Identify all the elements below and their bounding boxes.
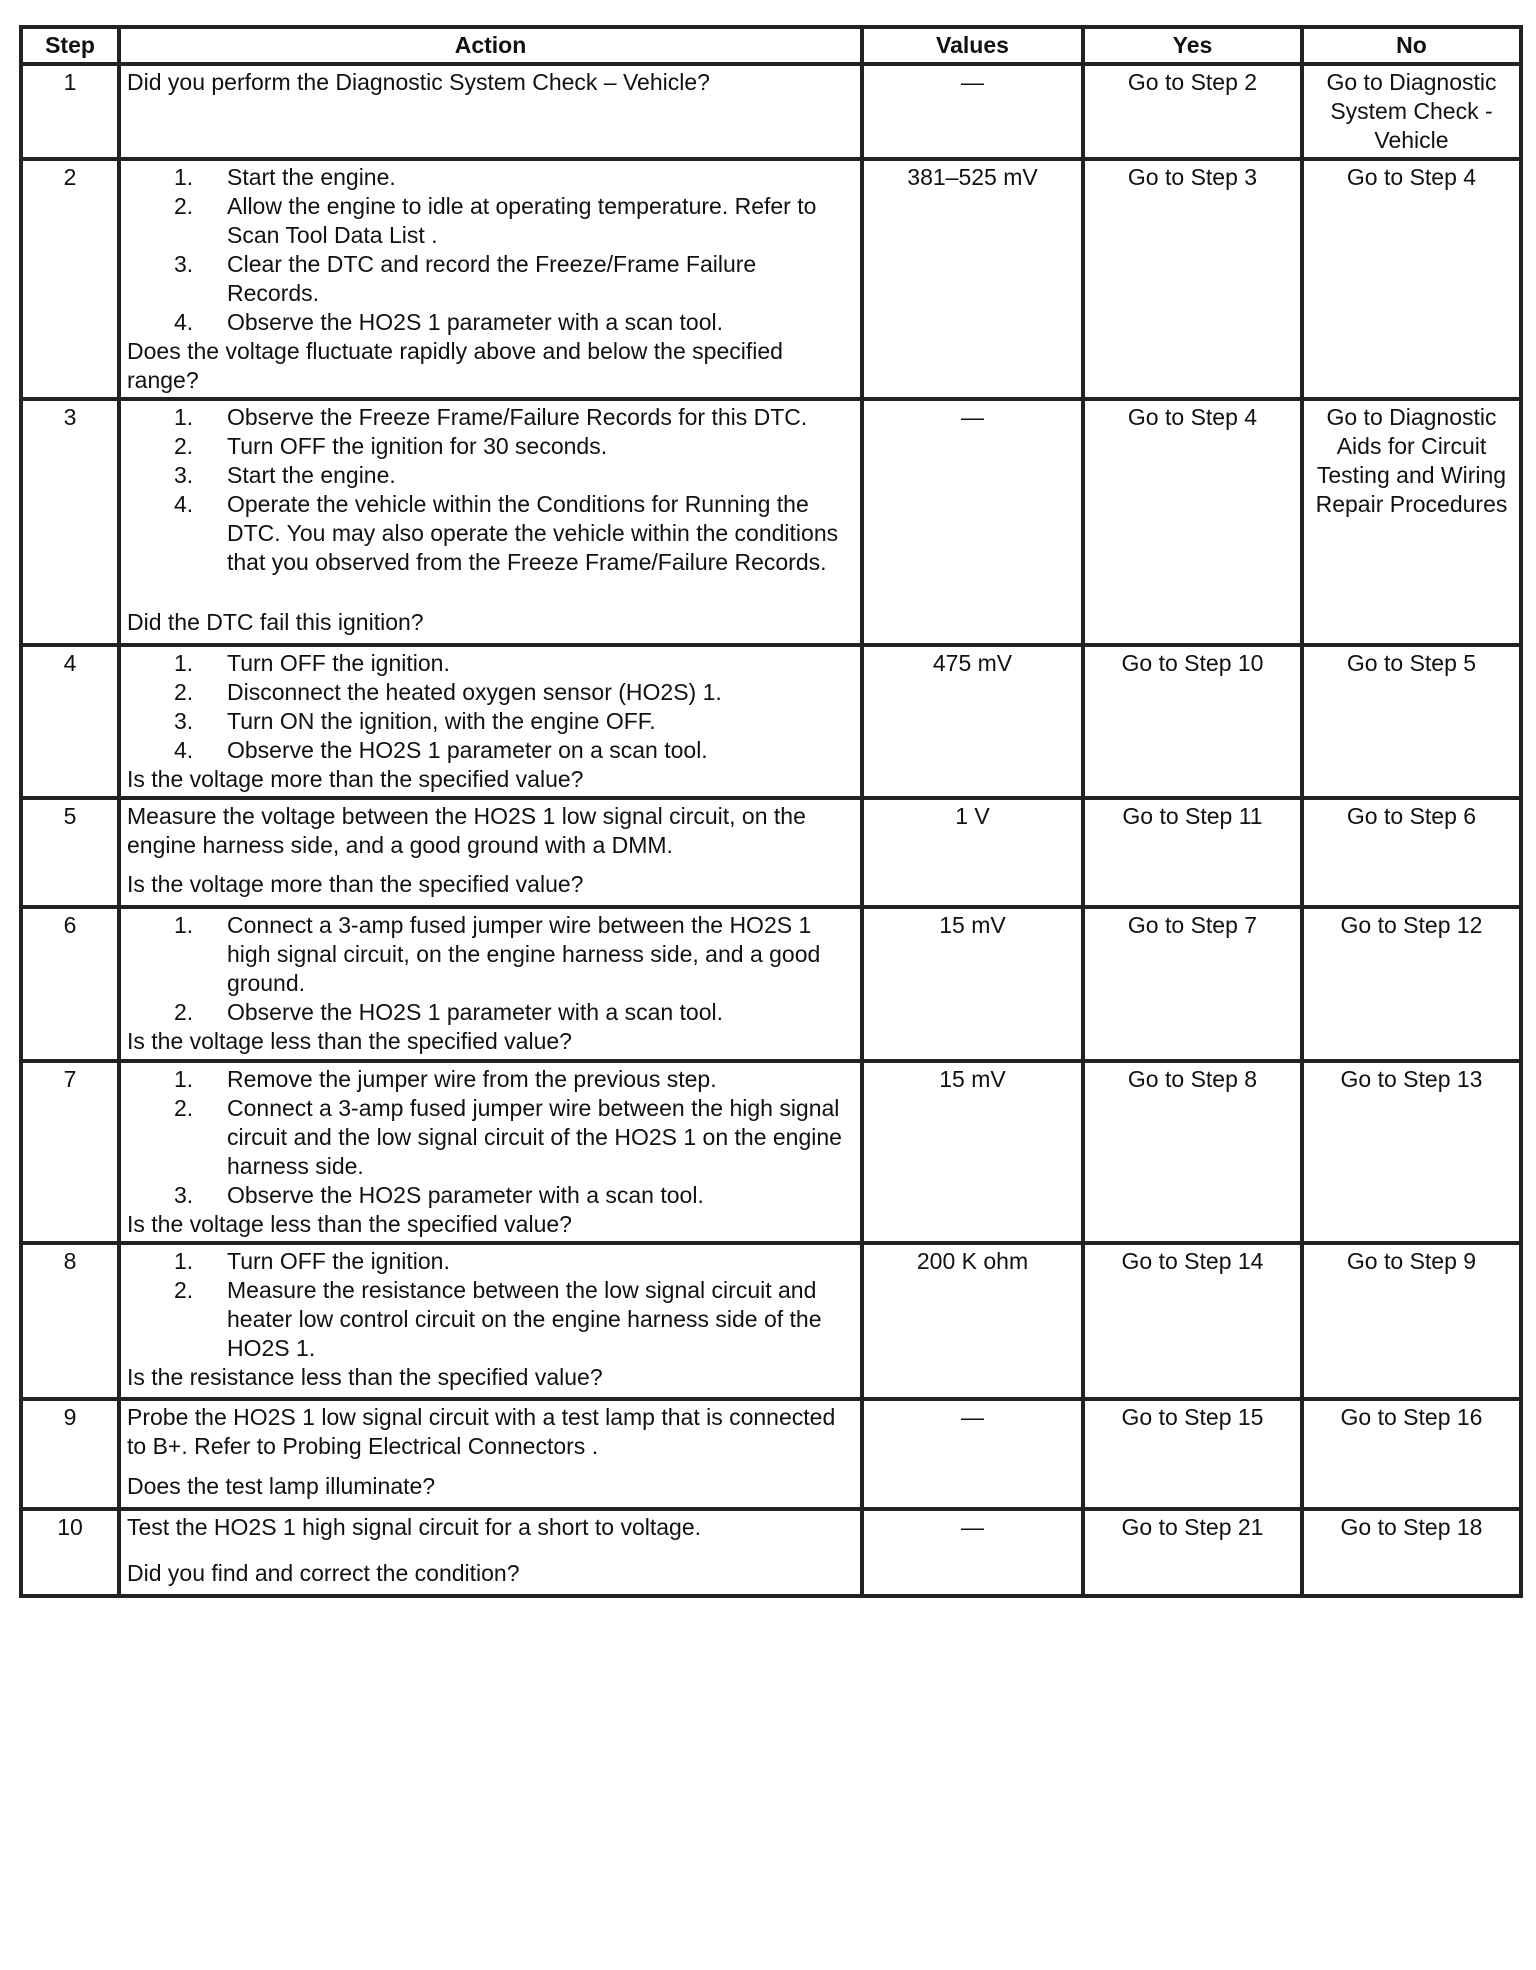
action-cell [119, 399, 862, 645]
action-cell [119, 1243, 862, 1399]
step-number: 2 [21, 159, 119, 399]
yes-cell: Go to Step 10 [1083, 645, 1302, 798]
action-step: Turn OFF the ignition. [227, 1248, 450, 1274]
action-instructions [127, 1247, 854, 1363]
header-row [21, 27, 1521, 64]
action-step: Observe the HO2S 1 parameter on a scan tool. [227, 737, 708, 763]
action-step: Disconnect the heated oxygen sensor (HO2S) 1. [227, 679, 722, 705]
action-steps-list [127, 911, 854, 1027]
action-steps-list [127, 1065, 854, 1210]
step-number: 9 [21, 1399, 119, 1509]
value-cell: 15 mV [862, 1061, 1083, 1243]
no-cell: Go to Step 18 [1302, 1509, 1521, 1596]
header-no: No [1302, 27, 1521, 64]
value-cell: — [862, 64, 1083, 159]
header-step: Step [21, 27, 119, 64]
table-row [21, 1061, 1521, 1243]
action-steps-list [127, 163, 854, 337]
action-cell [119, 159, 862, 399]
value-cell: 1 V [862, 798, 1083, 907]
action-steps-list [127, 1247, 854, 1363]
action-cell [119, 645, 862, 798]
table-row [21, 1509, 1521, 1596]
value-cell: — [862, 1509, 1083, 1596]
yes-cell: Go to Step 21 [1083, 1509, 1302, 1596]
no-cell: Go to Diagnostic System Check - Vehicle [1302, 64, 1521, 159]
step-number: 10 [21, 1509, 119, 1596]
table-row [21, 645, 1521, 798]
action-step: Remove the jumper wire from the previous step. [227, 1066, 717, 1092]
table-row [21, 159, 1521, 399]
diagnostic-table [19, 25, 1523, 1598]
step-number: 6 [21, 907, 119, 1061]
step-number: 1 [21, 64, 119, 159]
no-cell: Go to Step 6 [1302, 798, 1521, 907]
action-content [127, 1403, 854, 1501]
action-cell [119, 1061, 862, 1243]
yes-cell: Go to Step 3 [1083, 159, 1302, 399]
action-question: Does the voltage fluctuate rapidly above and below the specified range? [127, 338, 783, 393]
action-step: Observe the HO2S 1 parameter with a scan tool. [227, 309, 724, 335]
action-instructions [127, 1513, 854, 1542]
action-cell [119, 798, 862, 907]
action-content [127, 911, 854, 1056]
action-steps-list [127, 403, 854, 577]
action-content [127, 1513, 854, 1588]
value-cell: 381–525 mV [862, 159, 1083, 399]
action-question: Is the resistance less than the specified value? [127, 1364, 603, 1390]
step-number: 5 [21, 798, 119, 907]
action-cell [119, 907, 862, 1061]
yes-cell: Go to Step 7 [1083, 907, 1302, 1061]
value-cell: 475 mV [862, 645, 1083, 798]
action-intro: Did you perform the Diagnostic System Check – Vehicle? [127, 69, 710, 95]
header-yes: Yes [1083, 27, 1302, 64]
action-step: Start the engine. [227, 164, 396, 190]
action-cell [119, 1509, 862, 1596]
table-row [21, 1243, 1521, 1399]
action-question: Is the voltage less than the specified value? [127, 1028, 572, 1054]
action-intro: Measure the voltage between the HO2S 1 low signal circuit, on the engine harness side, and a good ground with a DMM. [127, 803, 806, 858]
yes-cell: Go to Step 4 [1083, 399, 1302, 645]
action-step: Turn OFF the ignition. [227, 650, 450, 676]
action-instructions [127, 649, 854, 765]
action-instructions [127, 911, 854, 1027]
action-step: Operate the vehicle within the Conditions for Running the DTC. You may also operate the vehicle within the conditions that you observed from the Freeze Frame/Failure Records. [227, 491, 839, 575]
action-instructions [127, 1403, 854, 1461]
action-instructions [127, 403, 854, 577]
action-instructions [127, 1065, 854, 1210]
header-action: Action [119, 27, 862, 64]
action-question: Is the voltage more than the specified value? [127, 871, 584, 897]
action-content [127, 649, 854, 794]
no-cell: Go to Step 12 [1302, 907, 1521, 1061]
action-steps-list [127, 649, 854, 765]
value-cell: — [862, 399, 1083, 645]
table-row [21, 907, 1521, 1061]
step-number: 7 [21, 1061, 119, 1243]
action-step: Turn OFF the ignition for 30 seconds. [227, 433, 608, 459]
action-step: Observe the HO2S 1 parameter with a scan tool. [227, 999, 724, 1025]
action-question: Did the DTC fail this ignition? [127, 609, 424, 635]
no-cell: Go to Step 16 [1302, 1399, 1521, 1509]
table-row [21, 399, 1521, 645]
action-question: Is the voltage less than the specified value? [127, 1211, 572, 1237]
action-step: Clear the DTC and record the Freeze/Frame Failure Records. [227, 251, 757, 306]
no-cell: Go to Step 5 [1302, 645, 1521, 798]
value-cell: — [862, 1399, 1083, 1509]
action-step: Allow the engine to idle at operating temperature. Refer to Scan Tool Data List . [227, 193, 817, 248]
action-question: Is the voltage more than the specified value? [127, 766, 584, 792]
action-instructions [127, 163, 854, 337]
step-number: 4 [21, 645, 119, 798]
action-content [127, 68, 854, 133]
action-content [127, 403, 854, 637]
yes-cell: Go to Step 2 [1083, 64, 1302, 159]
yes-cell: Go to Step 11 [1083, 798, 1302, 907]
table-row [21, 1399, 1521, 1509]
action-step: Observe the HO2S parameter with a scan tool. [227, 1182, 704, 1208]
step-number: 8 [21, 1243, 119, 1399]
table-row [21, 798, 1521, 907]
action-intro: Test the HO2S 1 high signal circuit for a short to voltage. [127, 1514, 702, 1540]
yes-cell: Go to Step 8 [1083, 1061, 1302, 1243]
yes-cell: Go to Step 14 [1083, 1243, 1302, 1399]
value-cell: 15 mV [862, 907, 1083, 1061]
table-row [21, 64, 1521, 159]
action-step: Start the engine. [227, 462, 396, 488]
action-content [127, 802, 854, 899]
action-step: Connect a 3-amp fused jumper wire between the HO2S 1 high signal circuit, on the engine harness side, and a good ground. [227, 912, 821, 996]
value-cell: 200 K ohm [862, 1243, 1083, 1399]
header-values: Values [862, 27, 1083, 64]
no-cell: Go to Step 13 [1302, 1061, 1521, 1243]
action-content [127, 1247, 854, 1392]
action-instructions [127, 68, 854, 97]
no-cell: Go to Step 9 [1302, 1243, 1521, 1399]
action-question: Did you find and correct the condition? [127, 1560, 520, 1586]
table-body [21, 64, 1521, 1596]
action-content [127, 1065, 854, 1239]
action-instructions [127, 802, 854, 860]
yes-cell: Go to Step 15 [1083, 1399, 1302, 1509]
step-number: 3 [21, 399, 119, 645]
action-intro: Probe the HO2S 1 low signal circuit with a test lamp that is connected to B+. Refer to Probing Electrical Connectors . [127, 1404, 836, 1459]
no-cell: Go to Step 4 [1302, 159, 1521, 399]
action-cell [119, 64, 862, 159]
action-step: Observe the Freeze Frame/Failure Records for this DTC. [227, 404, 808, 430]
action-step: Turn ON the ignition, with the engine OFF. [227, 708, 656, 734]
no-cell: Go to Diagnostic Aids for Circuit Testing and Wiring Repair Procedures [1302, 399, 1521, 645]
diagnostic-page [19, 25, 1519, 1598]
action-step: Connect a 3-amp fused jumper wire between the high signal circuit and the low signal circuit of the HO2S 1 on the engine harness side. [227, 1095, 842, 1179]
action-cell [119, 1399, 862, 1509]
action-question: Does the test lamp illuminate? [127, 1473, 436, 1499]
action-content [127, 163, 854, 395]
action-step: Measure the resistance between the low signal circuit and heater low control circuit on the engine harness side of the HO2S 1. [227, 1277, 822, 1361]
